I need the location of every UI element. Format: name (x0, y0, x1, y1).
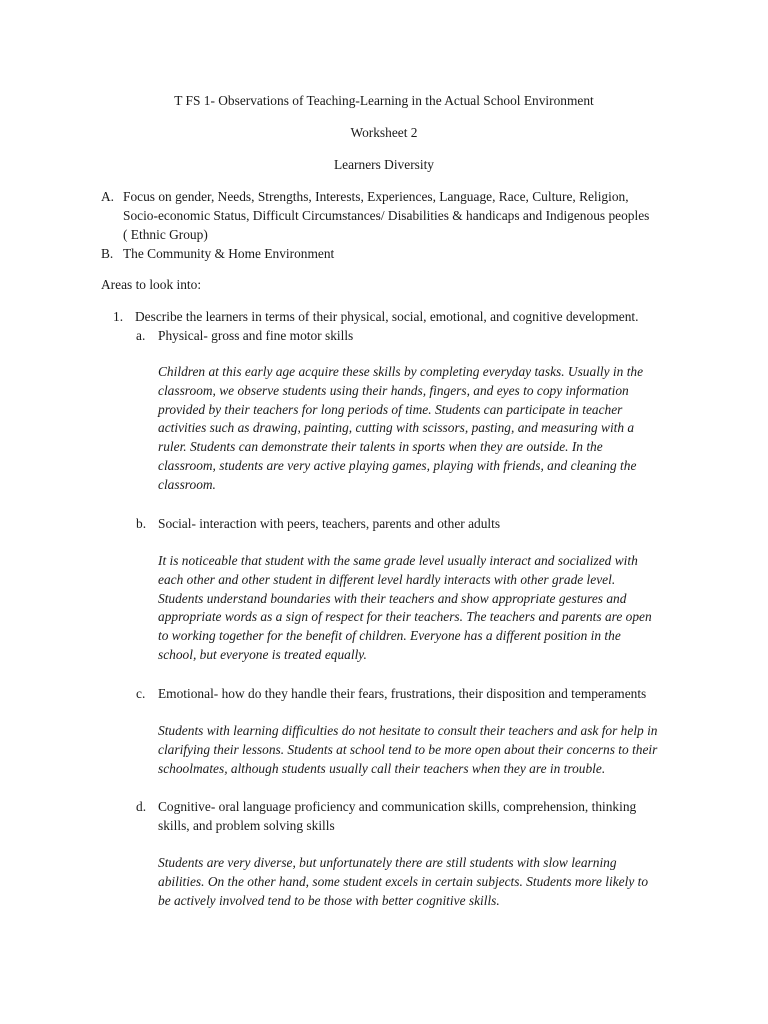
subitem-label: Social- interaction with peers, teachers, parents and other adults (158, 516, 501, 531)
topic-heading: Learners Diversity (333, 157, 435, 172)
subitem-marker: a. (136, 328, 146, 343)
question-text: Describe the learners in terms of their physical, social, emotional, and cognitive development. (135, 309, 639, 324)
answer-line: school, but everyone is treated equally. (158, 646, 367, 662)
answer-line: Students with learning difficulties do not hesitate to consult their teachers and ask for help in (158, 723, 658, 738)
answer-block (158, 552, 678, 665)
answer-line: clarifying their lessons. Students at school tend to be more open about their concerns to their (158, 741, 658, 757)
focus-item-marker: B. (101, 246, 114, 261)
subitem-marker: d. (136, 799, 147, 814)
answer-line: to working together for the benefit of children. Everyone has a different position in the (158, 628, 621, 644)
answer-line: schoolmates, although students usually call their teachers when they are in trouble. (158, 760, 606, 776)
answer-line: Students understand boundaries with their teachers and show appropriate gestures and (158, 590, 627, 606)
answer-line: appropriate words as a sign of respect for their teachers. The teachers and parents are open (158, 609, 652, 625)
document-title: T FS 1- Observations of Teaching-Learning in the Actual School Environment (174, 93, 594, 108)
answer-line: each other and other student in different level hardly interacts with other grade level. (158, 571, 616, 587)
answer-line: activities such as drawing, painting, cutting with scissors, pasting, and measuring with a (158, 420, 635, 436)
subitem-label: Emotional- how do they handle their fears, frustrations, their disposition and temperaments (158, 686, 647, 701)
answer-line: classroom, students are very active playing games, playing with friends, and cleaning the (158, 457, 637, 473)
answer-block (158, 363, 678, 495)
question-number: 1. (113, 309, 124, 324)
answer-block (158, 854, 678, 910)
focus-item-line: Socio-economic Status, Difficult Circumstances/ Disabilities & handicaps and Indigenous peoples (123, 208, 650, 223)
answer-line: abilities. On the other hand, some student excels in certain subjects. Students more likely to (158, 873, 649, 889)
answer-block (158, 722, 678, 778)
subitem-label: Cognitive- oral language proficiency and communication skills, comprehension, thinking (158, 799, 637, 814)
answer-line: be actively involved tend to be those with better cognitive skills. (158, 892, 500, 908)
areas-heading: Areas to look into: (101, 277, 202, 292)
answer-line: provided by their teachers for long periods of time. Students can participate in teacher (158, 401, 623, 417)
focus-item-line: ( Ethnic Group) (123, 227, 208, 242)
answer-line: Children at this early age acquire these skills by completing everyday tasks. Usually in the (158, 364, 644, 379)
subitem-label: Physical- gross and fine motor skills (158, 328, 354, 343)
worksheet-label: Worksheet 2 (350, 125, 418, 140)
answer-line: ruler. Students can demonstrate their talents in sports when they are outside. In the (158, 439, 603, 455)
answer-line: It is noticeable that student with the same grade level usually interact and socialized with (158, 553, 638, 568)
subitem-marker: c. (136, 686, 146, 701)
answer-line: classroom. (158, 476, 216, 492)
answer-line: classroom, we observe students using their hands, fingers, and eyes to copy information (158, 382, 629, 398)
focus-item-marker: A. (101, 189, 115, 204)
answer-line: Students are very diverse, but unfortunately there are still students with slow learning (158, 855, 617, 870)
focus-item-line: The Community & Home Environment (123, 246, 335, 261)
subitem-marker: b. (136, 516, 147, 531)
focus-item-line: Focus on gender, Needs, Strengths, Interests, Experiences, Language, Race, Culture, Religion, (123, 189, 629, 204)
subitem-label: skills, and problem solving skills (158, 818, 335, 833)
